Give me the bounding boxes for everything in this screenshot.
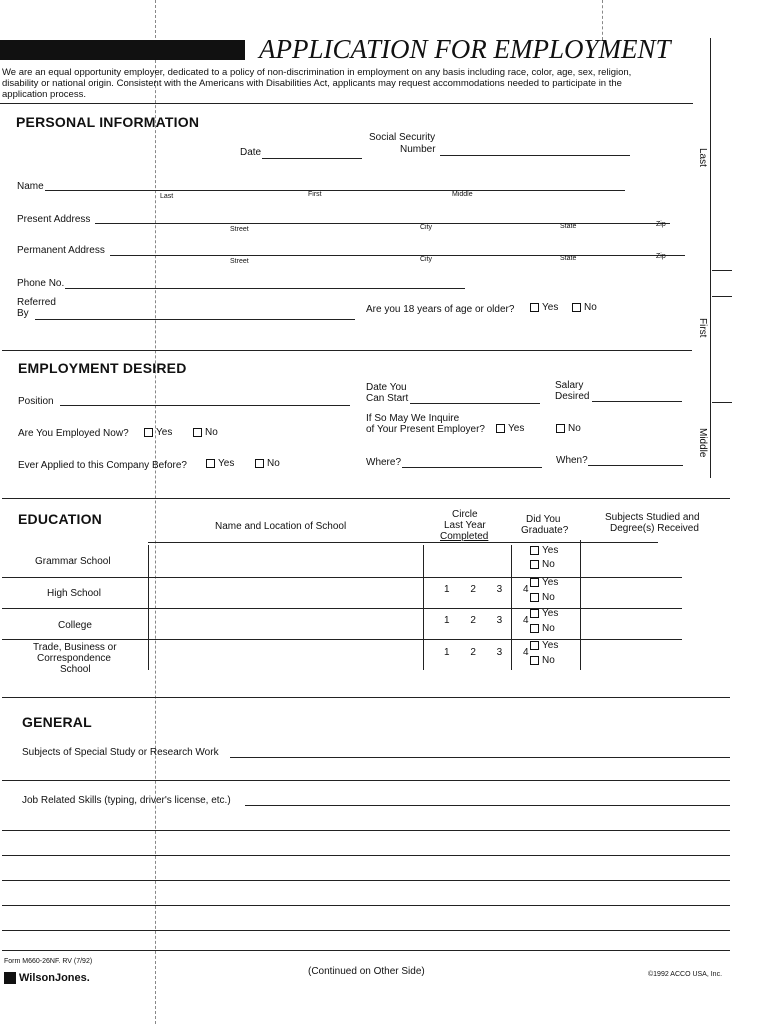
applied-before-label: Ever Applied to this Company Before? bbox=[18, 460, 187, 471]
checkbox-icon[interactable] bbox=[530, 560, 539, 569]
where-label: Where? bbox=[366, 457, 402, 468]
row-rule bbox=[2, 608, 682, 609]
applied-yes-checkbox[interactable]: Yes bbox=[206, 458, 234, 469]
employed-now-label: Are You Employed Now? bbox=[18, 428, 129, 439]
grammar-no[interactable]: No bbox=[530, 559, 555, 570]
name-middle-hint: Middle bbox=[452, 191, 473, 198]
job-skills-line[interactable] bbox=[2, 830, 730, 831]
checkbox-icon[interactable] bbox=[530, 641, 539, 650]
row-college: College bbox=[58, 620, 92, 631]
age-question: Are you 18 years of age or older? bbox=[366, 304, 515, 315]
inquire-no-checkbox[interactable]: No bbox=[556, 423, 581, 434]
col-grad-header-2: Graduate? bbox=[521, 525, 569, 536]
name-first-hint: First bbox=[308, 191, 322, 198]
job-skills-line[interactable] bbox=[2, 880, 730, 881]
job-skills-line[interactable] bbox=[2, 930, 730, 931]
col-school-header: Name and Location of School bbox=[215, 521, 347, 532]
ssn-label: Social Security bbox=[369, 132, 436, 143]
phone-field[interactable] bbox=[65, 288, 465, 289]
side-tab-rule bbox=[712, 270, 732, 271]
employed-yes-checkbox[interactable]: Yes bbox=[144, 427, 172, 438]
street-hint: Street bbox=[230, 258, 249, 265]
checkbox-icon[interactable] bbox=[530, 593, 539, 602]
high-yes[interactable]: Yes bbox=[530, 577, 558, 588]
side-tab-rule bbox=[712, 402, 732, 403]
section-heading-general: GENERAL bbox=[22, 714, 92, 730]
date-start-label: Date You bbox=[366, 382, 407, 393]
permanent-address-label: Permanent Address bbox=[17, 245, 105, 256]
position-label: Position bbox=[18, 396, 54, 407]
continued-note: (Continued on Other Side) bbox=[308, 966, 425, 977]
date-start-field[interactable] bbox=[410, 403, 540, 404]
section-heading-employment: EMPLOYMENT DESIRED bbox=[18, 360, 187, 376]
referred-label-2: By bbox=[17, 308, 29, 319]
row-trade-3: School bbox=[60, 664, 91, 675]
header-black-bar bbox=[0, 40, 245, 60]
rule bbox=[148, 542, 658, 543]
date-start-label-2: Can Start bbox=[366, 393, 409, 404]
row-trade-2: Correspondence bbox=[37, 653, 111, 664]
salary-label: Salary bbox=[555, 380, 584, 391]
applied-no-checkbox[interactable]: No bbox=[255, 458, 280, 469]
trade-yes[interactable]: Yes bbox=[530, 640, 558, 651]
position-field[interactable] bbox=[60, 405, 350, 406]
row-rule bbox=[2, 697, 730, 698]
checkbox-icon[interactable] bbox=[556, 424, 565, 433]
date-field[interactable] bbox=[262, 158, 362, 159]
date-label: Date bbox=[240, 147, 262, 158]
job-skills-field[interactable] bbox=[245, 805, 730, 806]
row-high-school: High School bbox=[47, 588, 101, 599]
where-field[interactable] bbox=[402, 467, 542, 468]
job-skills-label: Job Related Skills (typing, driver's license, etc.) bbox=[22, 795, 231, 806]
grammar-yes[interactable]: Yes bbox=[530, 545, 558, 556]
ssn-label-2: Number bbox=[400, 144, 436, 155]
zip-hint: Zip bbox=[656, 253, 666, 260]
college-yes[interactable]: Yes bbox=[530, 608, 558, 619]
checkbox-icon[interactable] bbox=[530, 578, 539, 587]
age-no-checkbox[interactable]: No bbox=[572, 302, 597, 313]
college-no[interactable]: No bbox=[530, 623, 555, 634]
side-tab-middle: Middle bbox=[697, 428, 708, 458]
referred-label: Referred bbox=[17, 297, 56, 308]
permanent-address-field[interactable] bbox=[110, 255, 685, 256]
checkbox-icon[interactable] bbox=[496, 424, 505, 433]
high-school-years[interactable]: 1 2 3 4 bbox=[444, 584, 538, 595]
trade-years[interactable]: 1 2 3 4 bbox=[444, 647, 538, 658]
rule bbox=[2, 350, 692, 351]
high-no[interactable]: No bbox=[530, 592, 555, 603]
row-rule bbox=[2, 639, 682, 640]
name-field[interactable] bbox=[45, 190, 625, 191]
header-rule bbox=[0, 103, 693, 104]
side-tab-last: Last bbox=[697, 148, 708, 167]
rule bbox=[2, 950, 730, 951]
col-subj-header-2: Degree(s) Received bbox=[610, 523, 699, 534]
checkbox-icon[interactable] bbox=[530, 624, 539, 633]
fold-line-left bbox=[155, 0, 156, 1024]
logo-mark-icon bbox=[4, 972, 16, 984]
street-hint: Street bbox=[230, 226, 249, 233]
col-subj-header: Subjects Studied and bbox=[605, 512, 700, 523]
checkbox-icon[interactable] bbox=[572, 303, 581, 312]
side-tab-border bbox=[710, 38, 711, 478]
inquire-label: If So May We Inquire bbox=[366, 413, 460, 424]
checkbox-icon[interactable] bbox=[144, 428, 153, 437]
phone-label: Phone No. bbox=[17, 278, 65, 289]
side-tab-first: First bbox=[697, 318, 708, 338]
col-year-header-3: Completed bbox=[440, 531, 489, 542]
checkbox-icon[interactable] bbox=[530, 546, 539, 555]
ssn-field[interactable] bbox=[440, 155, 630, 156]
inquire-label-2: of Your Present Employer? bbox=[366, 424, 485, 435]
state-hint: State bbox=[560, 223, 577, 230]
checkbox-icon[interactable] bbox=[193, 428, 202, 437]
special-study-line[interactable] bbox=[2, 780, 730, 781]
when-label: When? bbox=[556, 455, 588, 466]
rule bbox=[2, 498, 730, 499]
checkbox-icon[interactable] bbox=[255, 459, 264, 468]
employed-no-checkbox[interactable]: No bbox=[193, 427, 218, 438]
wilson-jones-logo: WilsonJones. bbox=[4, 972, 90, 984]
trade-no[interactable]: No bbox=[530, 655, 555, 666]
age-yes-checkbox[interactable]: Yes bbox=[530, 302, 558, 313]
copyright: ©1992 ACCO USA, Inc. bbox=[648, 971, 723, 978]
form-number: Form M660-26NF. RV (7/92) bbox=[4, 958, 93, 965]
inquire-yes-checkbox[interactable]: Yes bbox=[496, 423, 524, 434]
referred-field[interactable] bbox=[35, 319, 355, 320]
section-heading-education: EDUCATION bbox=[18, 511, 102, 527]
checkbox-icon[interactable] bbox=[530, 656, 539, 665]
when-field[interactable] bbox=[588, 465, 683, 466]
section-heading-personal: PERSONAL INFORMATION bbox=[16, 114, 200, 130]
col-grad-header: Did You bbox=[526, 514, 561, 525]
present-address-field[interactable] bbox=[95, 223, 670, 224]
zip-hint: Zip bbox=[656, 221, 666, 228]
salary-label-2: Desired bbox=[555, 391, 590, 402]
subj-col-divider bbox=[580, 540, 581, 670]
state-hint: State bbox=[560, 255, 577, 262]
city-hint: City bbox=[420, 256, 433, 263]
job-skills-line[interactable] bbox=[2, 855, 730, 856]
side-tab-rule bbox=[712, 296, 732, 297]
special-study-label: Subjects of Special Study or Research Work bbox=[22, 747, 219, 758]
row-grammar: Grammar School bbox=[35, 556, 111, 567]
city-hint: City bbox=[420, 224, 433, 231]
col-year-header: Circle bbox=[452, 509, 478, 520]
col-year-header-2: Last Year bbox=[444, 520, 486, 531]
job-skills-line[interactable] bbox=[2, 905, 730, 906]
checkbox-icon[interactable] bbox=[530, 609, 539, 618]
checkbox-icon[interactable] bbox=[530, 303, 539, 312]
name-last-hint: Last bbox=[160, 193, 174, 200]
salary-field[interactable] bbox=[592, 401, 682, 402]
intro-text: We are an equal opportunity employer, dedicated to a policy of non-discrimination in employment on any basis including race, color, age, sex, religion, disability or national origin. Consistent with the Americans with Disabilities Act, applicants may request accommodations needed to participate in the application process. bbox=[2, 67, 632, 100]
special-study-field[interactable] bbox=[230, 757, 730, 758]
present-address-label: Present Address bbox=[17, 214, 91, 225]
row-rule bbox=[2, 577, 682, 578]
row-trade: Trade, Business or bbox=[33, 642, 117, 653]
name-label: Name bbox=[17, 181, 44, 192]
page-title: APPLICATION FOR EMPLOYMENT bbox=[259, 34, 671, 64]
college-years[interactable]: 1 2 3 4 bbox=[444, 615, 538, 626]
checkbox-icon[interactable] bbox=[206, 459, 215, 468]
